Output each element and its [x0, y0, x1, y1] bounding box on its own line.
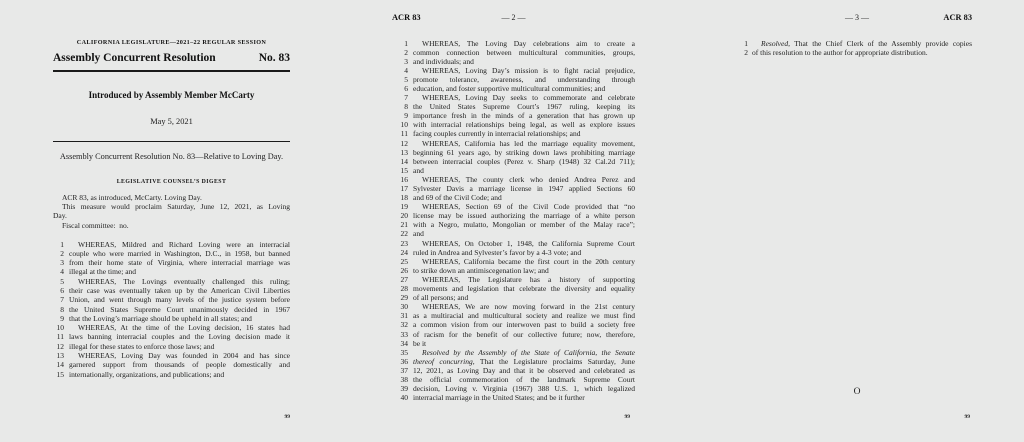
line-number: 18: [400, 193, 408, 203]
line-number: 11: [400, 129, 408, 139]
text-line: [53, 351, 290, 360]
text-line: [392, 275, 635, 284]
page-number-center: — 3 —: [845, 13, 869, 22]
line-text: WHEREAS, Mildred and Richard Loving were an interracial: [78, 239, 290, 249]
line-number: 3: [60, 258, 64, 268]
text-line: [392, 184, 635, 193]
line-number: 36: [400, 356, 408, 366]
line-text: Resolved, That the Chief Clerk of the Assembly provide copies: [761, 38, 972, 48]
line-number: 15: [400, 165, 408, 175]
line-text: from their home state of Virginia, where interracial marriage was: [69, 258, 290, 268]
line-text: and individuals; and: [413, 56, 474, 66]
text-line: [392, 266, 635, 275]
text-line: [392, 202, 635, 211]
text-line: [53, 221, 290, 230]
line-number: 7: [60, 295, 64, 305]
line-number: 2: [744, 47, 748, 57]
line-text: that the Loving’s marriage should be upheld in all states; and: [69, 313, 252, 323]
line-text: ruled in Andrea and Sylvester’s favor by a 4-3 vote; and: [413, 247, 582, 257]
text-line: [742, 39, 972, 48]
text-line: [392, 384, 635, 393]
line-text: the official commemoration of the landmark Supreme Court: [413, 374, 635, 384]
text-line: [392, 375, 635, 384]
line-number: 24: [400, 247, 408, 257]
text-line: [392, 311, 635, 320]
line-number: 22: [400, 229, 408, 239]
line-number: 37: [400, 365, 408, 375]
text-line: [392, 39, 635, 48]
introduction-date: May 5, 2021: [150, 117, 193, 126]
line-number: 1: [744, 38, 748, 48]
text-line: [742, 48, 972, 57]
line-text: laws banning interracial couples and the Loving decision made it: [69, 332, 290, 342]
running-head: [392, 13, 635, 22]
line-text: decision, Loving v. Virginia (1967) 388 U.S. 1, which legalized: [413, 384, 635, 394]
text-line: [392, 148, 635, 157]
numbered-body-text: [742, 39, 972, 57]
line-number: 32: [400, 320, 408, 330]
text-line: [53, 211, 290, 220]
line-number: 27: [400, 274, 408, 284]
line-number: 10: [56, 323, 64, 333]
text-line: [392, 366, 635, 375]
bill-page-2: [392, 0, 635, 442]
line-text: of racism for the benefit of our collective future; now, therefore,: [413, 329, 635, 339]
text-line: [392, 48, 635, 57]
line-text: as a multiracial and multicultural society and realize we must find: [413, 311, 635, 321]
text-line: [53, 305, 290, 314]
line-number: 14: [56, 360, 64, 370]
line-number: 4: [60, 267, 64, 277]
text-line: [392, 330, 635, 339]
introduced-by-line: Introduced by Assembly Member McCarty: [88, 90, 255, 100]
line-number: 8: [404, 102, 408, 112]
line-text: WHEREAS, Loving Day seeks to commemorate and celebrate: [422, 93, 635, 103]
text-line: [53, 360, 290, 369]
line-number: 35: [400, 347, 408, 357]
line-text: education, and foster supportive multicultural communities; and: [413, 83, 606, 93]
line-text: Sylvester Davis a marriage license in 1947 applied Sections 60: [413, 184, 635, 193]
text-line: [392, 57, 635, 66]
line-text: and: [413, 229, 424, 239]
measure-number: No. 83: [258, 52, 290, 64]
line-number: 2: [404, 47, 408, 57]
text-line: [53, 332, 290, 341]
line-number: 5: [60, 276, 64, 286]
line-text: movements and legislation that celebrate the diversity and equality: [413, 284, 635, 294]
line-text: importance fresh in the minds of a generation that has grown up: [413, 111, 635, 121]
line-text: ACR 83, as introduced, McCarty. Loving Day.: [62, 193, 202, 202]
line-number: 2: [60, 248, 64, 258]
line-text: WHEREAS, At the time of the Loving decision, 16 states had: [78, 323, 290, 333]
running-head: [742, 13, 972, 22]
line-number: 5: [404, 74, 408, 84]
bill-page-1: [53, 0, 290, 442]
text-line: [53, 342, 290, 351]
line-text: WHEREAS, We are now moving forward in the 21st century: [422, 302, 635, 312]
line-text: beginning 61 years ago, by striking down laws prohibiting marriage: [413, 147, 635, 157]
bill-page-3: [742, 0, 972, 442]
line-number: 23: [400, 238, 408, 248]
line-text: couple who were married in Washington, D.C., in 1958, but banned: [69, 248, 290, 258]
text-line: [53, 202, 290, 211]
line-text: the United States Supreme Court unanimously decided in 1967: [69, 304, 290, 314]
line-text: and: [413, 165, 424, 175]
line-number: 12: [400, 138, 408, 148]
numbered-body-text: [392, 39, 635, 403]
text-line: [392, 293, 635, 302]
line-text: facing couples currently in interracial relationships; and: [413, 129, 581, 139]
text-line: [53, 240, 290, 249]
line-text: This measure would proclaim Saturday, June 12, 2021, as Loving: [62, 202, 290, 212]
text-line: [392, 248, 635, 257]
line-text: of all persons; and: [413, 293, 469, 303]
text-line: [392, 339, 635, 348]
line-text: WHEREAS, The Lovings eventually challenged this ruling;: [78, 276, 290, 286]
text-line: [392, 220, 635, 229]
page-number-center: — 2 —: [501, 13, 526, 22]
line-text: be it: [413, 338, 427, 348]
text-line: [392, 102, 635, 111]
text-line: [53, 267, 290, 276]
line-text: Day.: [53, 211, 67, 221]
line-number: 40: [400, 393, 408, 403]
digest-paragraphs: [53, 193, 290, 230]
line-number: 29: [400, 293, 408, 303]
line-text: internationally, organizations, and publications; and: [69, 369, 225, 379]
line-text: WHEREAS, The Legislature has a history of supporting: [422, 274, 635, 284]
text-line: [392, 284, 635, 293]
line-number: 39: [400, 384, 408, 394]
line-number: 38: [400, 374, 408, 384]
line-text: and 69 of the Civil Code; and: [413, 193, 502, 203]
line-text: WHEREAS, On October 1, 1948, the California Supreme Court: [422, 238, 635, 248]
text-line: [392, 175, 635, 184]
thin-divider-rule: [53, 141, 290, 142]
line-text: thereof concurring, That the Legislature proclaims Saturday, June: [413, 356, 635, 366]
line-number: 33: [400, 329, 408, 339]
text-line: [392, 166, 635, 175]
print-code-number: 99: [284, 414, 290, 420]
text-line: [53, 193, 290, 202]
measure-relative-title: Assembly Concurrent Resolution No. 83—Relative to Loving Day.: [59, 152, 284, 161]
legislative-counsel-digest-heading: LEGISLATIVE COUNSEL’S DIGEST: [116, 179, 227, 185]
line-number: 11: [56, 332, 64, 342]
line-text: Resolved by the Assembly of the State of California, the Senate: [422, 347, 635, 357]
line-text: between interracial couples (Perez v. Sharp (1948) 32 Cal.2d 711);: [413, 156, 635, 166]
line-number: 26: [400, 265, 408, 275]
line-text: to strike down an antimiscegenation law; and: [413, 265, 549, 275]
text-line: [392, 348, 635, 357]
line-text: their case was eventually taken up by the American Civil Liberties: [69, 285, 290, 295]
line-text: WHEREAS, The county clerk who denied Andrea Perez and: [422, 174, 635, 184]
line-number: 1: [404, 38, 408, 48]
text-line: [392, 84, 635, 93]
line-number: 6: [404, 83, 408, 93]
line-number: 1: [60, 239, 64, 249]
line-number: 3: [404, 56, 408, 66]
text-line: [392, 257, 635, 266]
line-number: 13: [56, 351, 64, 361]
print-code-number: 99: [624, 414, 630, 420]
heavy-divider-rule: [53, 70, 290, 72]
line-number: 31: [400, 311, 408, 321]
line-text: WHEREAS, California became the first court in the 20th century: [422, 256, 635, 266]
line-text: WHEREAS, California has led the marriage equality movement,: [422, 138, 635, 148]
text-line: [392, 75, 635, 84]
line-number: 34: [400, 338, 408, 348]
line-text: WHEREAS, The Loving Day celebrations aim to create a: [422, 38, 635, 48]
line-text: WHEREAS, Loving Day was founded in 2004 and has since: [78, 351, 290, 361]
line-text: Fiscal committee: no.: [62, 220, 129, 230]
text-line: [392, 357, 635, 366]
line-text: WHEREAS, Section 69 of the Civil Code provided that “no: [422, 202, 635, 212]
text-line: [392, 239, 635, 248]
line-text: with interracial relationships being legal, as well as explore issues: [413, 120, 635, 130]
line-number: 15: [56, 369, 64, 379]
line-number: 30: [400, 302, 408, 312]
line-text: WHEREAS, Loving Day’s mission is to fight racial prejudice,: [422, 65, 635, 75]
line-number: 28: [400, 284, 408, 294]
text-line: [53, 370, 290, 379]
line-number: 9: [60, 313, 64, 323]
line-number: 21: [400, 220, 408, 230]
text-line: [392, 393, 635, 402]
text-line: [392, 211, 635, 220]
text-line: [392, 66, 635, 75]
line-number: 17: [400, 184, 408, 193]
line-text: promote tolerance, awareness, and understanding through: [413, 74, 635, 84]
line-text: illegal for these states to enforce those laws; and: [69, 341, 215, 351]
text-line: [53, 277, 290, 286]
measure-type: Assembly Concurrent Resolution: [53, 52, 216, 64]
line-text: interracial marriage in the United States; and be it further: [413, 393, 585, 403]
line-number: 6: [60, 285, 64, 295]
text-line: [392, 157, 635, 166]
end-of-bill-mark: O: [853, 387, 861, 397]
line-text: garnered support from thousands of people domestically and: [69, 360, 290, 370]
line-text: 12, 2021, as Loving Day and that it be observed and celebrated as: [413, 365, 635, 375]
line-number: 7: [404, 93, 408, 103]
session-line: CALIFORNIA LEGISLATURE—2021–22 REGULAR SESSION: [76, 39, 267, 46]
line-text: a common vision from our interwoven past to build a society free: [413, 320, 635, 330]
text-line: [392, 193, 635, 202]
running-head-measure: ACR 83: [392, 13, 421, 22]
text-line: [53, 295, 290, 304]
line-text: with a Negro, mulatto, Mongolian or member of the Malay race”;: [413, 220, 635, 230]
line-number: 13: [400, 147, 408, 157]
text-line: [392, 139, 635, 148]
line-number: 9: [404, 111, 408, 121]
text-line: [53, 286, 290, 295]
text-line: [392, 129, 635, 138]
line-number: 14: [400, 156, 408, 166]
line-number: 25: [400, 256, 408, 266]
line-number: 4: [404, 65, 408, 75]
numbered-body-text: [53, 240, 290, 379]
line-number: 16: [400, 174, 408, 184]
text-line: [392, 302, 635, 311]
text-line: [53, 314, 290, 323]
line-text: of this resolution to the author for appropriate distribution.: [752, 47, 928, 57]
line-text: license may be issued authorizing the marriage of a white person: [413, 211, 635, 221]
text-line: [392, 111, 635, 120]
text-line: [392, 93, 635, 102]
text-line: [53, 249, 290, 258]
line-text: common connection between multicultural communities, groups,: [413, 47, 635, 57]
line-number: 10: [400, 120, 408, 130]
text-line: [53, 258, 290, 267]
print-code-number: 99: [964, 414, 970, 420]
line-number: 20: [400, 211, 408, 221]
text-line: [392, 120, 635, 129]
line-number: 19: [400, 202, 408, 212]
line-number: 8: [60, 304, 64, 314]
running-head-measure: ACR 83: [943, 13, 973, 22]
line-text: Union, and went through many levels of the justice system before: [69, 295, 290, 305]
text-line: [392, 320, 635, 329]
line-number: 12: [56, 341, 64, 351]
line-text: the United States Supreme Court’s 1967 ruling, keeping its: [413, 102, 635, 112]
measure-title-row: [53, 52, 290, 64]
text-line: [392, 229, 635, 238]
line-text: illegal at the time; and: [69, 267, 137, 277]
text-line: [53, 323, 290, 332]
